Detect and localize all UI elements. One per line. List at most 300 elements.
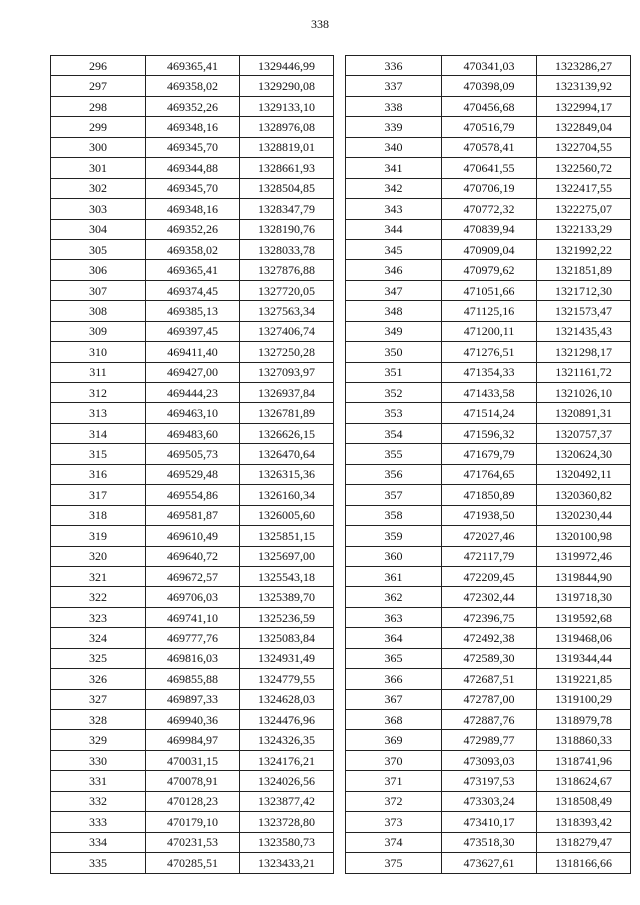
x-coordinate-cell: 470979,62: [442, 260, 537, 280]
y-coordinate-cell: 1328504,85: [240, 178, 334, 198]
point-number-cell: 372: [346, 791, 442, 811]
table-row: [346, 423, 631, 443]
y-coordinate-cell: 1318508,49: [537, 791, 631, 811]
x-coordinate-cell: 469374,45: [146, 280, 240, 300]
table-row: [51, 158, 334, 178]
table-row: [346, 771, 631, 791]
table-row: [346, 464, 631, 484]
table-row: [51, 750, 334, 770]
x-coordinate-cell: 472396,75: [442, 607, 537, 627]
y-coordinate-cell: 1327093,97: [240, 362, 334, 382]
x-coordinate-cell: 473197,53: [442, 771, 537, 791]
point-number-cell: 340: [346, 137, 442, 157]
point-number-cell: 370: [346, 750, 442, 770]
point-number-cell: 349: [346, 321, 442, 341]
x-coordinate-cell: 469344,88: [146, 158, 240, 178]
y-coordinate-cell: 1322275,07: [537, 199, 631, 219]
x-coordinate-cell: 469352,26: [146, 219, 240, 239]
point-number-cell: 346: [346, 260, 442, 280]
point-number-cell: 352: [346, 383, 442, 403]
x-coordinate-cell: 473627,61: [442, 853, 537, 873]
table-row: [346, 239, 631, 259]
point-number-cell: 357: [346, 485, 442, 505]
point-number-cell: 364: [346, 628, 442, 648]
x-coordinate-cell: 469358,02: [146, 76, 240, 96]
table-row: [346, 526, 631, 546]
x-coordinate-cell: 471354,33: [442, 362, 537, 382]
x-coordinate-cell: 471125,16: [442, 301, 537, 321]
point-number-cell: 342: [346, 178, 442, 198]
point-number-cell: 315: [51, 444, 146, 464]
table-row: [51, 730, 334, 750]
point-number-cell: 329: [51, 730, 146, 750]
table-row: [51, 117, 334, 137]
point-number-cell: 331: [51, 771, 146, 791]
y-coordinate-cell: 1328033,78: [240, 239, 334, 259]
x-coordinate-cell: 472492,38: [442, 628, 537, 648]
table-row: [346, 546, 631, 566]
y-coordinate-cell: 1324326,35: [240, 730, 334, 750]
y-coordinate-cell: 1323286,27: [537, 56, 631, 76]
table-row: [51, 464, 334, 484]
y-coordinate-cell: 1326315,36: [240, 464, 334, 484]
table-row: [346, 362, 631, 382]
table-row: [51, 812, 334, 832]
y-coordinate-cell: 1321298,17: [537, 342, 631, 362]
point-number-cell: 332: [51, 791, 146, 811]
y-coordinate-cell: 1329133,10: [240, 96, 334, 116]
y-coordinate-cell: 1322417,55: [537, 178, 631, 198]
point-number-cell: 316: [51, 464, 146, 484]
x-coordinate-cell: 473518,30: [442, 832, 537, 852]
y-coordinate-cell: 1319221,85: [537, 669, 631, 689]
x-coordinate-cell: 471514,24: [442, 403, 537, 423]
point-number-cell: 327: [51, 689, 146, 709]
point-number-cell: 369: [346, 730, 442, 750]
x-coordinate-cell: 470909,04: [442, 239, 537, 259]
table-row: [346, 96, 631, 116]
table-row: [51, 526, 334, 546]
coordinates-table-left: [50, 55, 334, 874]
point-number-cell: 303: [51, 199, 146, 219]
x-coordinate-cell: 470285,51: [146, 853, 240, 873]
point-number-cell: 310: [51, 342, 146, 362]
x-coordinate-cell: 469777,76: [146, 628, 240, 648]
y-coordinate-cell: 1319100,29: [537, 689, 631, 709]
x-coordinate-cell: 472117,79: [442, 546, 537, 566]
x-coordinate-cell: 470641,55: [442, 158, 537, 178]
x-coordinate-cell: 469554,86: [146, 485, 240, 505]
point-number-cell: 373: [346, 812, 442, 832]
y-coordinate-cell: 1325697,00: [240, 546, 334, 566]
x-coordinate-cell: 473093,03: [442, 750, 537, 770]
x-coordinate-cell: 469352,26: [146, 96, 240, 116]
table-row: [51, 607, 334, 627]
point-number-cell: 325: [51, 648, 146, 668]
x-coordinate-cell: 470179,10: [146, 812, 240, 832]
table-row: [51, 321, 334, 341]
y-coordinate-cell: 1319844,90: [537, 566, 631, 586]
y-coordinate-cell: 1319972,46: [537, 546, 631, 566]
y-coordinate-cell: 1319718,30: [537, 587, 631, 607]
point-number-cell: 360: [346, 546, 442, 566]
point-number-cell: 333: [51, 812, 146, 832]
point-number-cell: 351: [346, 362, 442, 382]
table-row: [346, 607, 631, 627]
x-coordinate-cell: 470341,03: [442, 56, 537, 76]
y-coordinate-cell: 1320100,98: [537, 526, 631, 546]
x-coordinate-cell: 469463,10: [146, 403, 240, 423]
table-row: [346, 505, 631, 525]
table-row: [51, 301, 334, 321]
table-row: [346, 566, 631, 586]
table-row: [346, 853, 631, 873]
y-coordinate-cell: 1323139,92: [537, 76, 631, 96]
x-coordinate-cell: 469345,70: [146, 137, 240, 157]
y-coordinate-cell: 1318279,47: [537, 832, 631, 852]
table-row: [51, 689, 334, 709]
point-number-cell: 367: [346, 689, 442, 709]
table-row: [51, 362, 334, 382]
y-coordinate-cell: 1326626,15: [240, 423, 334, 443]
table-row: [51, 444, 334, 464]
x-coordinate-cell: 469816,03: [146, 648, 240, 668]
y-coordinate-cell: 1322704,55: [537, 137, 631, 157]
x-coordinate-cell: 470456,68: [442, 96, 537, 116]
point-number-cell: 350: [346, 342, 442, 362]
y-coordinate-cell: 1321712,30: [537, 280, 631, 300]
point-number-cell: 324: [51, 628, 146, 648]
y-coordinate-cell: 1318166,66: [537, 853, 631, 873]
point-number-cell: 368: [346, 710, 442, 730]
x-coordinate-cell: 472209,45: [442, 566, 537, 586]
table-row: [51, 137, 334, 157]
y-coordinate-cell: 1319468,06: [537, 628, 631, 648]
x-coordinate-cell: 472787,00: [442, 689, 537, 709]
x-coordinate-cell: 469444,23: [146, 383, 240, 403]
y-coordinate-cell: 1323433,21: [240, 853, 334, 873]
y-coordinate-cell: 1322994,17: [537, 96, 631, 116]
y-coordinate-cell: 1324026,56: [240, 771, 334, 791]
x-coordinate-cell: 471764,65: [442, 464, 537, 484]
x-coordinate-cell: 470031,15: [146, 750, 240, 770]
point-number-cell: 337: [346, 76, 442, 96]
y-coordinate-cell: 1327720,05: [240, 280, 334, 300]
x-coordinate-cell: 472302,44: [442, 587, 537, 607]
x-coordinate-cell: 470706,19: [442, 178, 537, 198]
point-number-cell: 362: [346, 587, 442, 607]
table-row: [346, 280, 631, 300]
table-row: [346, 730, 631, 750]
point-number-cell: 320: [51, 546, 146, 566]
point-number-cell: 304: [51, 219, 146, 239]
table-row: [51, 505, 334, 525]
point-number-cell: 371: [346, 771, 442, 791]
x-coordinate-cell: 470839,94: [442, 219, 537, 239]
table-row: [51, 342, 334, 362]
y-coordinate-cell: 1320757,37: [537, 423, 631, 443]
y-coordinate-cell: 1318860,33: [537, 730, 631, 750]
x-coordinate-cell: 471200,11: [442, 321, 537, 341]
point-number-cell: 334: [51, 832, 146, 852]
y-coordinate-cell: 1327250,28: [240, 342, 334, 362]
table-row: [346, 587, 631, 607]
point-number-cell: 343: [346, 199, 442, 219]
point-number-cell: 336: [346, 56, 442, 76]
x-coordinate-cell: 471938,50: [442, 505, 537, 525]
point-number-cell: 312: [51, 383, 146, 403]
y-coordinate-cell: 1326937,84: [240, 383, 334, 403]
y-coordinate-cell: 1327406,74: [240, 321, 334, 341]
x-coordinate-cell: 471276,51: [442, 342, 537, 362]
table-row: [346, 750, 631, 770]
y-coordinate-cell: 1318393,42: [537, 812, 631, 832]
y-coordinate-cell: 1324476,96: [240, 710, 334, 730]
point-number-cell: 366: [346, 669, 442, 689]
y-coordinate-cell: 1318979,78: [537, 710, 631, 730]
y-coordinate-cell: 1323580,73: [240, 832, 334, 852]
point-number-cell: 322: [51, 587, 146, 607]
y-coordinate-cell: 1325083,84: [240, 628, 334, 648]
x-coordinate-cell: 472687,51: [442, 669, 537, 689]
y-coordinate-cell: 1323728,80: [240, 812, 334, 832]
table-row: [51, 403, 334, 423]
table-row: [346, 812, 631, 832]
table-row: [51, 199, 334, 219]
y-coordinate-cell: 1328976,08: [240, 117, 334, 137]
point-number-cell: 299: [51, 117, 146, 137]
y-coordinate-cell: 1321851,89: [537, 260, 631, 280]
point-number-cell: 363: [346, 607, 442, 627]
y-coordinate-cell: 1327563,34: [240, 301, 334, 321]
table-row: [51, 669, 334, 689]
point-number-cell: 297: [51, 76, 146, 96]
point-number-cell: 319: [51, 526, 146, 546]
table-body-right: [346, 56, 631, 874]
table-row: [346, 321, 631, 341]
table-row: [346, 342, 631, 362]
y-coordinate-cell: 1319344,44: [537, 648, 631, 668]
x-coordinate-cell: 469345,70: [146, 178, 240, 198]
y-coordinate-cell: 1324931,49: [240, 648, 334, 668]
point-number-cell: 298: [51, 96, 146, 116]
point-number-cell: 296: [51, 56, 146, 76]
table-row: [51, 56, 334, 76]
x-coordinate-cell: 471679,79: [442, 444, 537, 464]
point-number-cell: 321: [51, 566, 146, 586]
y-coordinate-cell: 1326160,34: [240, 485, 334, 505]
table-row: [346, 628, 631, 648]
y-coordinate-cell: 1322560,72: [537, 158, 631, 178]
x-coordinate-cell: 469397,45: [146, 321, 240, 341]
y-coordinate-cell: 1319592,68: [537, 607, 631, 627]
table-row: [346, 648, 631, 668]
x-coordinate-cell: 470128,23: [146, 791, 240, 811]
table-row: [51, 383, 334, 403]
table-row: [346, 56, 631, 76]
y-coordinate-cell: 1322849,04: [537, 117, 631, 137]
x-coordinate-cell: 469855,88: [146, 669, 240, 689]
table-row: [346, 444, 631, 464]
point-number-cell: 309: [51, 321, 146, 341]
table-row: [51, 239, 334, 259]
y-coordinate-cell: 1325543,18: [240, 566, 334, 586]
x-coordinate-cell: 470078,91: [146, 771, 240, 791]
point-number-cell: 328: [51, 710, 146, 730]
point-number-cell: 338: [346, 96, 442, 116]
point-number-cell: 359: [346, 526, 442, 546]
y-coordinate-cell: 1322133,29: [537, 219, 631, 239]
x-coordinate-cell: 469365,41: [146, 56, 240, 76]
y-coordinate-cell: 1328190,76: [240, 219, 334, 239]
x-coordinate-cell: 471850,89: [442, 485, 537, 505]
x-coordinate-cell: 469640,72: [146, 546, 240, 566]
table-row: [51, 648, 334, 668]
table-row: [51, 96, 334, 116]
table-row: [51, 423, 334, 443]
y-coordinate-cell: 1323877,42: [240, 791, 334, 811]
x-coordinate-cell: 469358,02: [146, 239, 240, 259]
y-coordinate-cell: 1325389,70: [240, 587, 334, 607]
point-number-cell: 301: [51, 158, 146, 178]
table-row: [346, 832, 631, 852]
y-coordinate-cell: 1321435,43: [537, 321, 631, 341]
y-coordinate-cell: 1325236,59: [240, 607, 334, 627]
x-coordinate-cell: 471433,58: [442, 383, 537, 403]
y-coordinate-cell: 1329446,99: [240, 56, 334, 76]
y-coordinate-cell: 1321992,22: [537, 239, 631, 259]
x-coordinate-cell: 470578,41: [442, 137, 537, 157]
x-coordinate-cell: 469672,57: [146, 566, 240, 586]
x-coordinate-cell: 469529,48: [146, 464, 240, 484]
x-coordinate-cell: 469348,16: [146, 199, 240, 219]
x-coordinate-cell: 469897,33: [146, 689, 240, 709]
y-coordinate-cell: 1326470,64: [240, 444, 334, 464]
x-coordinate-cell: 470516,79: [442, 117, 537, 137]
x-coordinate-cell: 473303,24: [442, 791, 537, 811]
y-coordinate-cell: 1324779,55: [240, 669, 334, 689]
point-number-cell: 347: [346, 280, 442, 300]
point-number-cell: 358: [346, 505, 442, 525]
point-number-cell: 344: [346, 219, 442, 239]
table-row: [51, 832, 334, 852]
point-number-cell: 353: [346, 403, 442, 423]
table-row: [346, 301, 631, 321]
table-row: [346, 178, 631, 198]
x-coordinate-cell: 469741,10: [146, 607, 240, 627]
point-number-cell: 302: [51, 178, 146, 198]
x-coordinate-cell: 469483,60: [146, 423, 240, 443]
x-coordinate-cell: 473410,17: [442, 812, 537, 832]
point-number-cell: 313: [51, 403, 146, 423]
y-coordinate-cell: 1321161,72: [537, 362, 631, 382]
point-number-cell: 354: [346, 423, 442, 443]
point-number-cell: 318: [51, 505, 146, 525]
x-coordinate-cell: 469365,41: [146, 260, 240, 280]
table-row: [346, 791, 631, 811]
x-coordinate-cell: 469411,40: [146, 342, 240, 362]
point-number-cell: 339: [346, 117, 442, 137]
table-row: [346, 137, 631, 157]
table-row: [51, 546, 334, 566]
y-coordinate-cell: 1321026,10: [537, 383, 631, 403]
table-row: [51, 587, 334, 607]
y-coordinate-cell: 1329290,08: [240, 76, 334, 96]
x-coordinate-cell: 469984,97: [146, 730, 240, 750]
table-row: [51, 219, 334, 239]
y-coordinate-cell: 1318624,67: [537, 771, 631, 791]
table-row: [51, 566, 334, 586]
y-coordinate-cell: 1324628,03: [240, 689, 334, 709]
table-row: [51, 76, 334, 96]
y-coordinate-cell: 1320230,44: [537, 505, 631, 525]
x-coordinate-cell: 469348,16: [146, 117, 240, 137]
table-row: [346, 76, 631, 96]
point-number-cell: 355: [346, 444, 442, 464]
point-number-cell: 311: [51, 362, 146, 382]
x-coordinate-cell: 472589,30: [442, 648, 537, 668]
y-coordinate-cell: 1320891,31: [537, 403, 631, 423]
point-number-cell: 314: [51, 423, 146, 443]
table-row: [346, 199, 631, 219]
y-coordinate-cell: 1320360,82: [537, 485, 631, 505]
point-number-cell: 341: [346, 158, 442, 178]
x-coordinate-cell: 472989,77: [442, 730, 537, 750]
point-number-cell: 330: [51, 750, 146, 770]
point-number-cell: 356: [346, 464, 442, 484]
y-coordinate-cell: 1328661,93: [240, 158, 334, 178]
table-body-left: [51, 56, 334, 874]
point-number-cell: 308: [51, 301, 146, 321]
y-coordinate-cell: 1320624,30: [537, 444, 631, 464]
table-row: [51, 260, 334, 280]
table-row: [51, 628, 334, 648]
table-row: [51, 710, 334, 730]
y-coordinate-cell: 1326005,60: [240, 505, 334, 525]
table-row: [51, 280, 334, 300]
x-coordinate-cell: 469706,03: [146, 587, 240, 607]
y-coordinate-cell: 1328819,01: [240, 137, 334, 157]
table-row: [346, 485, 631, 505]
point-number-cell: 305: [51, 239, 146, 259]
y-coordinate-cell: 1320492,11: [537, 464, 631, 484]
y-coordinate-cell: 1321573,47: [537, 301, 631, 321]
x-coordinate-cell: 469581,87: [146, 505, 240, 525]
table-row: [346, 158, 631, 178]
x-coordinate-cell: 469427,00: [146, 362, 240, 382]
x-coordinate-cell: 469610,49: [146, 526, 240, 546]
x-coordinate-cell: 469940,36: [146, 710, 240, 730]
table-row: [51, 791, 334, 811]
point-number-cell: 365: [346, 648, 442, 668]
point-number-cell: 323: [51, 607, 146, 627]
x-coordinate-cell: 470231,53: [146, 832, 240, 852]
table-row: [346, 260, 631, 280]
table-row: [51, 771, 334, 791]
point-number-cell: 375: [346, 853, 442, 873]
y-coordinate-cell: 1318741,96: [537, 750, 631, 770]
table-row: [346, 219, 631, 239]
point-number-cell: 300: [51, 137, 146, 157]
table-row: [51, 178, 334, 198]
coordinates-table-right: [345, 55, 631, 874]
y-coordinate-cell: 1324176,21: [240, 750, 334, 770]
point-number-cell: 374: [346, 832, 442, 852]
table-row: [346, 689, 631, 709]
x-coordinate-cell: 471051,66: [442, 280, 537, 300]
point-number-cell: 348: [346, 301, 442, 321]
x-coordinate-cell: 470772,32: [442, 199, 537, 219]
